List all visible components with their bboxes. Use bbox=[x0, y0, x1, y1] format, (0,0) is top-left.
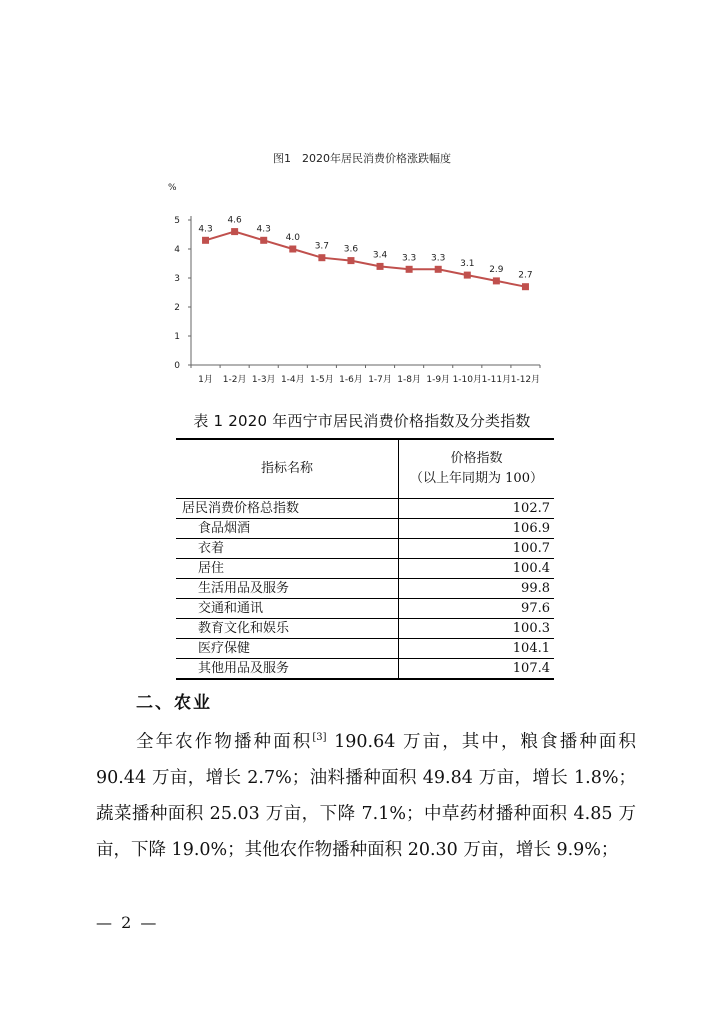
data-label: 3.4 bbox=[372, 250, 388, 261]
data-label: 3.3 bbox=[401, 253, 417, 264]
data-label: 3.7 bbox=[314, 241, 330, 252]
table-row bbox=[176, 579, 554, 599]
data-label: 4.6 bbox=[227, 215, 242, 226]
y-tick-label: 2 bbox=[174, 303, 180, 313]
x-tick-label: 1-12月 bbox=[510, 375, 541, 385]
x-tick-label: 1-3月 bbox=[251, 375, 276, 385]
data-label: 4.3 bbox=[198, 224, 213, 235]
x-tick-label: 1月 bbox=[198, 375, 213, 385]
data-label: 3.1 bbox=[460, 259, 475, 270]
x-tick-label: 1-10月 bbox=[452, 375, 483, 385]
row-name: 生活用品及服务 bbox=[176, 579, 399, 599]
table-row bbox=[176, 619, 554, 639]
data-point bbox=[522, 283, 529, 290]
x-tick-label: 1-2月 bbox=[222, 375, 247, 385]
row-value: 106.9 bbox=[399, 519, 555, 539]
row-name: 医疗保健 bbox=[176, 639, 399, 659]
data-label: 3.3 bbox=[431, 253, 446, 264]
data-label: 2.7 bbox=[518, 270, 533, 281]
row-value: 100.7 bbox=[399, 539, 555, 559]
table-header-row bbox=[176, 439, 554, 499]
header-indicator-name: 指标名称 bbox=[176, 439, 399, 499]
data-point bbox=[464, 272, 471, 279]
body-paragraph bbox=[96, 720, 636, 868]
header-price-index-line1: 价格指数 bbox=[450, 451, 503, 466]
table-row bbox=[176, 499, 554, 519]
row-name: 其他用品及服务 bbox=[176, 659, 399, 680]
row-name: 居住 bbox=[176, 559, 399, 579]
table-row bbox=[176, 539, 554, 559]
price-change-line-chart bbox=[160, 172, 560, 397]
data-point bbox=[289, 246, 296, 253]
data-label: 4.0 bbox=[285, 233, 300, 243]
table-row bbox=[176, 639, 554, 659]
row-value: 102.7 bbox=[399, 499, 555, 519]
row-name: 交通和通讯 bbox=[176, 599, 399, 619]
y-tick-label: 5 bbox=[174, 216, 180, 226]
body-text-part2: 190.64 万亩，其中，粮食播种面积 90.44 万亩，增长 2.7%；油料播种面积 49.84 万亩，增长 1.8%；蔬菜播种面积 25.03 万亩，下降 7.1%；中草药材播种面积 4.85 万亩，下降 19.0%；其他农作物播种面积 20.30 万亩，增长 9.9%； bbox=[96, 731, 637, 860]
row-name: 教育文化和娱乐 bbox=[176, 619, 399, 639]
table-row bbox=[176, 559, 554, 579]
y-axis-unit-label: % bbox=[168, 183, 177, 193]
data-point bbox=[377, 263, 384, 270]
data-point bbox=[493, 277, 500, 284]
data-point bbox=[202, 237, 209, 244]
data-point bbox=[435, 266, 442, 273]
row-value: 97.6 bbox=[399, 599, 555, 619]
data-point bbox=[260, 237, 267, 244]
footnote-marker: [3] bbox=[312, 732, 327, 743]
row-value: 99.8 bbox=[399, 579, 555, 599]
y-tick-label: 0 bbox=[174, 361, 180, 371]
figure-title: 图1 2020年居民消费价格涨跌幅度 bbox=[273, 152, 451, 165]
y-tick-label: 1 bbox=[174, 332, 180, 342]
data-point bbox=[406, 266, 413, 273]
row-value: 104.1 bbox=[399, 639, 555, 659]
cpi-table bbox=[176, 438, 554, 680]
row-value: 100.3 bbox=[399, 619, 555, 639]
data-label: 3.6 bbox=[343, 244, 359, 255]
table-title: 表 1 2020 年西宁市居民消费价格指数及分类指数 bbox=[193, 412, 531, 430]
data-label: 2.9 bbox=[489, 264, 504, 275]
data-point bbox=[347, 257, 354, 264]
x-tick-label: 1-8月 bbox=[397, 375, 421, 385]
x-tick-label: 1-11月 bbox=[481, 375, 512, 385]
row-value: 107.4 bbox=[399, 659, 555, 680]
body-text-part1: 全年农作物播种面积 bbox=[136, 731, 313, 752]
table-row bbox=[176, 519, 554, 539]
row-name: 居民消费价格总指数 bbox=[176, 499, 399, 519]
series-line bbox=[206, 232, 526, 287]
row-value: 100.4 bbox=[399, 559, 555, 579]
x-tick-label: 1-7月 bbox=[368, 375, 392, 385]
table-row bbox=[176, 659, 554, 680]
x-tick-label: 1-4月 bbox=[280, 375, 305, 385]
y-tick-label: 4 bbox=[174, 245, 180, 255]
section-title: 二、农业 bbox=[136, 693, 212, 713]
page-number: — 2 — bbox=[96, 913, 159, 932]
y-tick-label: 3 bbox=[174, 274, 180, 284]
table-row bbox=[176, 599, 554, 619]
data-point bbox=[231, 228, 238, 235]
data-label: 4.3 bbox=[256, 224, 271, 235]
x-tick-label: 1-6月 bbox=[339, 375, 363, 385]
header-price-index-line2: （以上年同期为 100） bbox=[410, 471, 543, 486]
row-name: 食品烟酒 bbox=[176, 519, 399, 539]
x-tick-label: 1-5月 bbox=[310, 375, 334, 385]
data-point bbox=[318, 254, 325, 261]
header-price-index bbox=[399, 439, 555, 499]
row-name: 衣着 bbox=[176, 539, 399, 559]
x-tick-label: 1-9月 bbox=[426, 375, 451, 385]
